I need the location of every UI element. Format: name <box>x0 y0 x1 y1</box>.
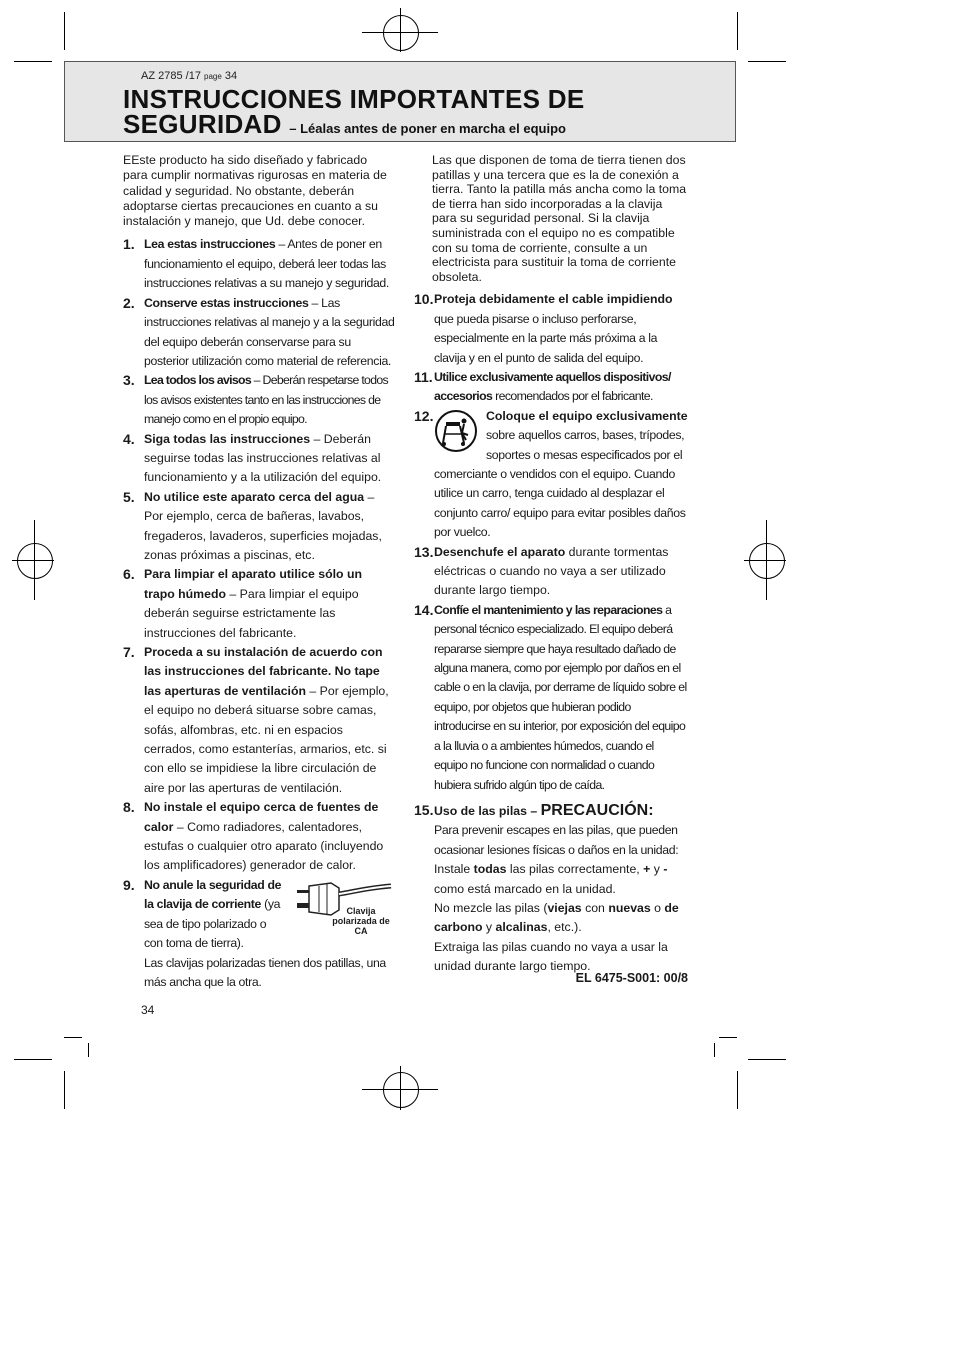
crop-mark <box>737 12 738 50</box>
registration-mark-icon <box>17 543 53 579</box>
crop-mark <box>400 1066 401 1110</box>
item-title: No anule la seguridad de la clavija de corriente <box>144 877 282 912</box>
crop-mark <box>88 1043 89 1057</box>
item-title: Uso de las pilas – <box>434 803 538 818</box>
meta-page-number: 34 <box>224 70 238 82</box>
item-text: (ya sea de tipo polarizado o con toma de tierra). <box>144 897 281 951</box>
plug-caption: Clavija polarizada de CA <box>332 905 390 936</box>
document-meta <box>141 70 237 82</box>
item-text: – Deberán seguirse todas las instrucciones relativas al funcionamiento y a la utilización del equipo. <box>144 431 382 485</box>
crop-mark <box>14 61 52 62</box>
item-text: – Por ejemplo, el equipo no deberá situarse sobre camas, sofás, alfombras, etc. ni en espacios cerrados, como estanterías, armarios, etc. si con ello se impidiese la libre circulación de aire por las aperturas de ventilación. <box>144 683 389 795</box>
item-title: Para limpiar el aparato utilice sólo un trapo húmedo <box>144 567 362 601</box>
item-number: 5. <box>123 488 135 505</box>
text-run: , etc.). <box>547 920 582 935</box>
page-subtitle: – Léalas antes de poner en marcha el equipo <box>289 121 566 136</box>
item-number: 1. <box>123 236 135 253</box>
list-item <box>414 407 688 543</box>
crop-mark <box>737 1071 738 1109</box>
crop-mark <box>766 520 767 600</box>
right-column <box>414 153 688 977</box>
item-number: 14. <box>414 601 434 618</box>
item-title: Proteja debidamente el cable impidiendo <box>434 292 673 307</box>
list-item <box>414 290 688 368</box>
item-body <box>144 876 284 954</box>
item-text: sobre aquellos carros, bases, trípodes, soportes o mesas especificados por el comerciante o vendidos con el equipo. Cuando utilice un carro, tenga cuidado al desplazar el conjunto carro/ equipo para evitar posibles daños por vuelco. <box>434 428 686 540</box>
registration-mark-icon <box>383 15 419 51</box>
item-text: – Deberán respetarse todos los avisos existentes tanto en las instrucciones de manejo como en el propio equipo. <box>144 373 388 427</box>
crop-mark <box>34 520 35 600</box>
crop-mark <box>714 1043 715 1057</box>
battery-paragraph-1: Para prevenir escapes en las pilas, que pueden ocasionar lesiones físicas o daños en la unidad: <box>434 823 679 857</box>
text-run-bold: nuevas <box>608 900 651 915</box>
item-title: Desenchufe el aparato <box>434 544 566 559</box>
text-run: las pilas correctamente, <box>506 862 644 877</box>
item-number: 8. <box>123 799 135 816</box>
crop-mark <box>12 560 54 561</box>
item-number: 11. <box>414 368 433 385</box>
item-title: No instale el equipo cerca de fuentes de calor <box>144 800 379 834</box>
intro-paragraph: EEste producto ha sido diseñado y fabricado para cumplir normativas rigurosas en materia de calidad y seguridad. No obstante, deberán adoptarse ciertas precauciones en cuanto a su instalación y manejo, que Ud. debe conocer. <box>123 153 387 229</box>
registration-mark-icon <box>749 543 785 579</box>
item-title: Coloque el equipo exclusivamente <box>486 408 688 423</box>
item-number: 3. <box>123 372 135 389</box>
item-number: 4. <box>123 430 135 447</box>
page-word: page <box>204 72 222 81</box>
battery-paragraph-2 <box>434 860 688 899</box>
page-title <box>123 84 585 141</box>
text-run-bold: viejas <box>547 900 582 915</box>
item-title: Lea todos los avisos <box>144 373 251 388</box>
minus-symbol: - <box>663 862 668 877</box>
item-title: Siga todas las instrucciones <box>144 431 311 446</box>
item-number: 7. <box>123 644 135 661</box>
item-title: Conserve estas instrucciones <box>144 295 309 310</box>
item-number: 15. <box>414 801 434 818</box>
list-item <box>123 371 395 429</box>
text-run: como está marcado en la unidad. <box>434 881 616 896</box>
list-item <box>123 488 395 566</box>
crop-mark <box>744 560 786 561</box>
list-item <box>123 294 395 372</box>
item-extra-text: Las clavijas polarizadas tienen dos patillas, una más ancha que la otra. <box>144 955 386 989</box>
item-text: – Como radiadores, calentadores, estufas o cualquier otro aparato (incluyendo los amplificadores) generador de calor. <box>144 819 384 873</box>
battery-paragraph-3 <box>434 899 688 938</box>
list-item <box>414 801 688 977</box>
item-text: – Las instrucciones relativas al manejo y a la seguridad del equipo deberán conservarse para su posterior utilización como material de referencia. <box>144 295 395 368</box>
item-number: 12. <box>414 407 434 424</box>
crop-mark <box>748 61 786 62</box>
item-number: 13. <box>414 543 434 560</box>
model-code: AZ 2785 /17 <box>141 70 201 82</box>
item-text: – Antes de poner en funcionamiento el equipo, deberá leer todas las instrucciones relativas a su manejo y seguridad. <box>144 237 389 291</box>
list-item <box>414 368 688 407</box>
list-item <box>414 543 688 601</box>
item-title: Utilice exclusivamente aquellos dispositivos/ accesorios <box>434 369 671 404</box>
item-title: Confíe el mantenimiento y las reparaciones <box>434 602 663 617</box>
plus-symbol: + <box>643 862 651 877</box>
item-title: No utilice este aparato cerca del agua <box>144 489 365 504</box>
grounding-paragraph: Las que disponen de toma de tierra tienen dos patillas y una tercera que es la de conexión a tierra. Tanto la patilla más ancha como la toma de tierra han sido incorporadas a la clavija para su seguridad personal. Si la clavija suministrada con el equipo no es compatible con su toma de corriente, consulte a un electricista para sustituir la toma de corriente obsoleta. <box>432 153 687 284</box>
precaucion-heading: PRECAUCIÓN: <box>540 801 654 819</box>
text-run-bold: de carbono <box>434 900 679 935</box>
list-item <box>123 643 395 798</box>
header-banner <box>64 61 736 142</box>
text-run: con <box>581 900 609 915</box>
item-text: durante tormentas eléctricas o cuando no vaya a ser utilizado durante largo tiempo. <box>434 544 669 598</box>
cart-warning-icon <box>434 409 478 453</box>
item-number: 10. <box>414 291 434 308</box>
crop-mark <box>14 1059 52 1060</box>
page-number: 34 <box>141 1003 155 1017</box>
item-number: 6. <box>123 566 135 583</box>
item-text: – Para limpiar el equipo deberán seguirse estrictamente las instrucciones del fabricante. <box>144 586 359 640</box>
list-item <box>123 235 395 293</box>
battery-paragraph-4: Extraiga las pilas cuando no vaya a usar la unidad durante largo tiempo. <box>434 939 668 974</box>
list-item <box>123 565 395 643</box>
crop-mark <box>748 1059 786 1060</box>
title-line-1: INSTRUCCIONES IMPORTANTES DE <box>123 84 585 114</box>
title-line-2 <box>123 109 585 141</box>
list-item <box>123 430 395 488</box>
item-number: 2. <box>123 294 135 311</box>
item-text: que pueda pisarse o incluso perforarse, especialmente en la parte más próxima a la clavija y en el punto de salida del equipo. <box>434 311 658 365</box>
crop-mark <box>64 12 65 50</box>
text-run: y <box>482 920 496 935</box>
title-line-2-text: SEGURIDAD <box>123 109 282 139</box>
item-text: recomendados por el fabricante. <box>492 389 653 404</box>
crop-mark <box>64 1071 65 1109</box>
text-run-bold: todas <box>473 862 507 877</box>
crop-mark <box>400 8 401 52</box>
registration-mark-icon <box>383 1072 419 1108</box>
crop-mark <box>64 1037 82 1038</box>
item-title: Proceda a su instalación de acuerdo con las instrucciones del fabricante. No tape las aperturas de ventilación <box>144 645 383 698</box>
text-run: o <box>650 900 665 915</box>
list-item <box>414 601 688 795</box>
text-run: y <box>650 862 664 877</box>
list-item <box>123 798 395 876</box>
list-item <box>123 876 395 992</box>
document-reference: EL 6475-S001: 00/8 <box>575 971 688 985</box>
text-run: Instale <box>434 862 474 877</box>
item-number: 9. <box>123 876 135 893</box>
item-title: Lea estas instrucciones <box>144 237 276 252</box>
text-run: No mezcle las pilas ( <box>434 900 548 915</box>
text-run-bold: alcalinas <box>495 920 548 935</box>
item-text: – Por ejemplo, cerca de bañeras, lavabos, fregaderos, lavaderos, superficies mojadas, zonas próximas a piscinas, etc. <box>144 489 382 562</box>
item-text: a personal técnico especializado. El equipo deberá repararse siempre que haya resultado dañado de alguna manera, como por ejemplo por daños en el cable o en la clavija, por derrame de líquido sobre el equipo, por objetos que hubieran podido introducirse en su interior, por exposición del equipo a la lluvia o a ambientes húmedos, cuando el equipo no funcione con normalidad o cuando hubiera sufrido algún tipo de caída. <box>434 602 687 792</box>
left-column <box>123 153 395 992</box>
crop-mark <box>719 1037 737 1038</box>
